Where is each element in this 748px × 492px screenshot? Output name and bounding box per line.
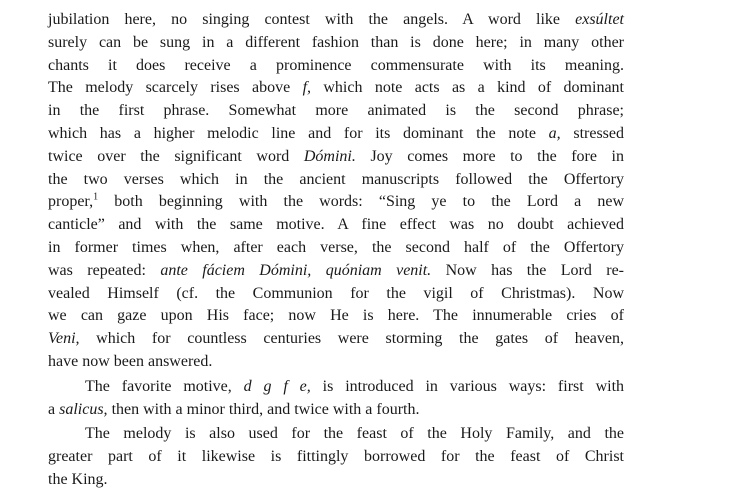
- text-run: which note acts as a kind of dominant: [311, 79, 624, 97]
- italic-notes: d g f e,: [243, 377, 311, 395]
- text-run: The favorite motive,: [85, 377, 244, 395]
- text-line: vealed Himself (cf. the Communion for the vigil of Christmas). Now: [48, 284, 624, 302]
- italic-word: Veni,: [48, 330, 80, 348]
- text-line: [48, 328, 624, 351]
- text-line: [48, 9, 624, 32]
- text-run: was repeated:: [48, 261, 161, 279]
- text-run: is introduced in various ways: first with: [310, 377, 625, 395]
- text-run: The melody scarcely rises above: [48, 79, 303, 97]
- text-line: [48, 77, 624, 100]
- text-run: which has a higher melodic line and for its dominant the note: [48, 124, 549, 142]
- italic-latin-phrase: ante fáciem Dómini, quóniam venit.: [160, 261, 432, 279]
- text-line: surely can be sung in a different fashion than is done here; in many other: [48, 33, 624, 51]
- italic-note: f,: [302, 79, 312, 97]
- text-run: both beginning with the words: “Sing ye to the Lord a new: [98, 193, 624, 211]
- text-line: we can gaze upon His face; now He is here. The innumerable cries of: [48, 307, 624, 325]
- text-line: [48, 399, 624, 422]
- text-line: [48, 146, 624, 169]
- italic-word: Dómini.: [303, 147, 356, 165]
- text-line: [48, 376, 624, 399]
- text-run: then with a minor third, and twice with a fourth.: [107, 400, 420, 418]
- text-run: Joy comes more to the fore in: [355, 147, 625, 165]
- text-line: chants it does receive a prominence commensurate with its meaning.: [48, 56, 624, 74]
- italic-word: salicus,: [59, 400, 108, 418]
- text-run: a: [48, 400, 60, 418]
- text-run: stressed: [560, 124, 625, 142]
- text-line: [48, 260, 624, 283]
- text-line: in the first phrase. Somewhat more animated is the second phrase;: [48, 102, 624, 120]
- italic-note: a,: [548, 124, 561, 142]
- page-text: [48, 9, 624, 492]
- text-run: proper,: [48, 193, 94, 211]
- text-line: in former times when, after each verse, the second half of the Offertory: [48, 238, 624, 256]
- text-line: greater part of it likewise is fittingly borrowed for the feast of Christ: [48, 448, 624, 466]
- footnote-marker: 1: [93, 192, 99, 204]
- text-line: [48, 123, 624, 146]
- text-line: The melody is also used for the feast of the Holy Family, and the: [85, 425, 624, 443]
- paragraph-1: [48, 9, 624, 374]
- paragraph-3: [48, 423, 624, 491]
- text-run: which for countless centuries were storming the gates of heaven,: [79, 330, 624, 348]
- text-line: the two verses which in the ancient manuscripts followed the Offertory: [48, 170, 624, 188]
- text-run: Now has the Lord re-: [431, 261, 625, 279]
- text-line: canticle” and with the same motive. A fine effect was no doubt achieved: [48, 216, 624, 234]
- text-line: have now been answered.: [48, 352, 213, 370]
- italic-word: exsúltet: [575, 11, 624, 28]
- text-run: jubilation here, no singing contest with the angels. A word like: [48, 11, 576, 28]
- text-line: the King.: [48, 470, 108, 488]
- paragraph-2: [48, 376, 624, 422]
- text-run: twice over the significant word: [48, 147, 304, 165]
- text-line: [48, 191, 624, 214]
